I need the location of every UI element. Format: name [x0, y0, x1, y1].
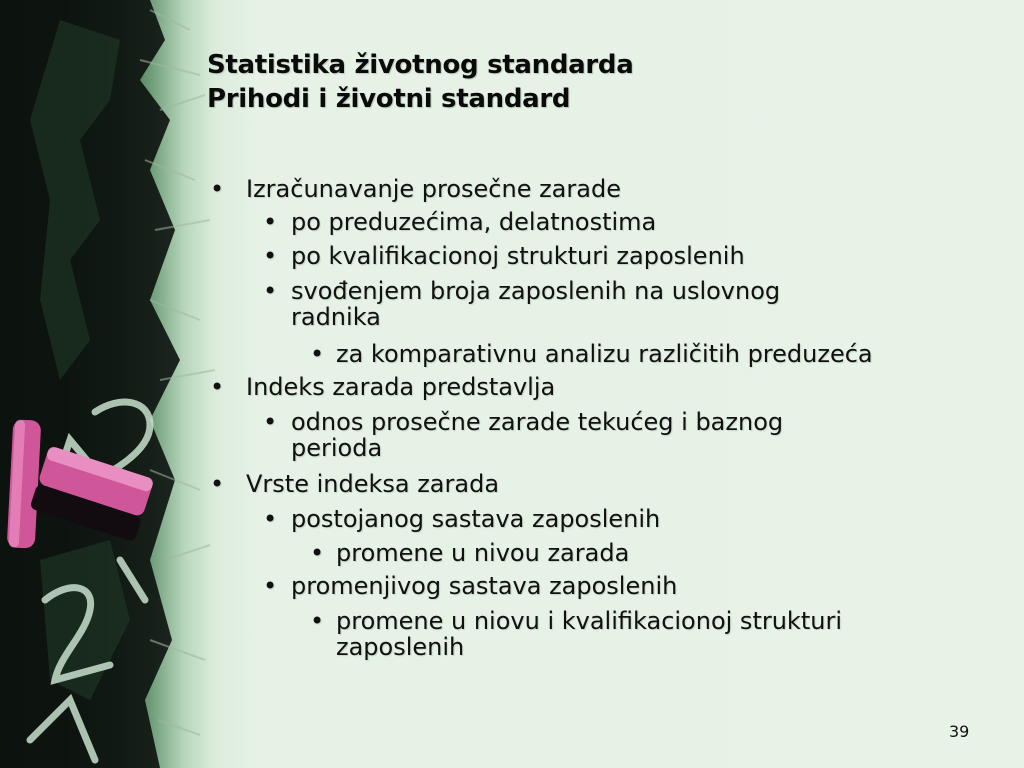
- list-item: [263, 242, 745, 270]
- bullet-icon: •: [263, 408, 278, 436]
- bullet-icon: •: [263, 277, 278, 305]
- list-item: [310, 607, 842, 661]
- bullet-icon: •: [210, 373, 225, 401]
- list-item-text-continued: zaposlenih: [336, 633, 465, 661]
- bullet-icon: •: [310, 340, 325, 368]
- list-item: [310, 539, 630, 567]
- list-item-text: promene u nivou zarada: [336, 539, 630, 567]
- bullet-icon: •: [310, 539, 325, 567]
- list-item-text: po preduzećima, delatnostima: [291, 208, 657, 236]
- bullet-icon: •: [263, 505, 278, 533]
- list-item-text: Izračunavanje prosečne zarade: [246, 175, 621, 203]
- bullet-icon: •: [263, 242, 278, 270]
- bullet-icon: •: [210, 470, 225, 498]
- title-line-1: Statistika životnog standarda: [207, 50, 634, 80]
- bullet-icon: •: [210, 175, 225, 203]
- page-number: 39: [949, 722, 970, 741]
- list-item-text: promenjivog sastava zaposlenih: [291, 572, 678, 600]
- list-item: [263, 408, 784, 462]
- title-line-2: Prihodi i životni standard: [207, 84, 571, 114]
- list-item-text: po kvalifikacionoj strukturi zaposlenih: [291, 242, 745, 270]
- list-item: [263, 505, 661, 533]
- list-item-text-continued: perioda: [291, 434, 383, 462]
- list-item: [310, 340, 873, 368]
- list-item: [263, 208, 657, 236]
- list-item-text-continued: radnika: [291, 303, 381, 331]
- list-item-text: za komparativnu analizu različitih preduzeća: [336, 340, 873, 368]
- list-item: [210, 175, 621, 203]
- list-item: [210, 470, 500, 498]
- bullet-icon: •: [310, 607, 325, 635]
- list-item-text: promene u niovu i kvalifikacionoj strukturi: [336, 607, 842, 635]
- bullet-icon: •: [263, 572, 278, 600]
- list-item: [263, 277, 781, 331]
- list-item: [210, 373, 556, 401]
- list-item-text: Indeks zarada predstavlja: [246, 373, 556, 401]
- list-item-text: svođenjem broja zaposlenih na uslovnog: [291, 277, 781, 305]
- list-item-text: Vrste indeksa zarada: [246, 470, 500, 498]
- list-item-text: postojanog sastava zaposlenih: [291, 505, 661, 533]
- list-item: [263, 572, 678, 600]
- list-item-text: odnos prosečne zarade tekućeg i baznog: [291, 408, 784, 436]
- bullet-icon: •: [263, 208, 278, 236]
